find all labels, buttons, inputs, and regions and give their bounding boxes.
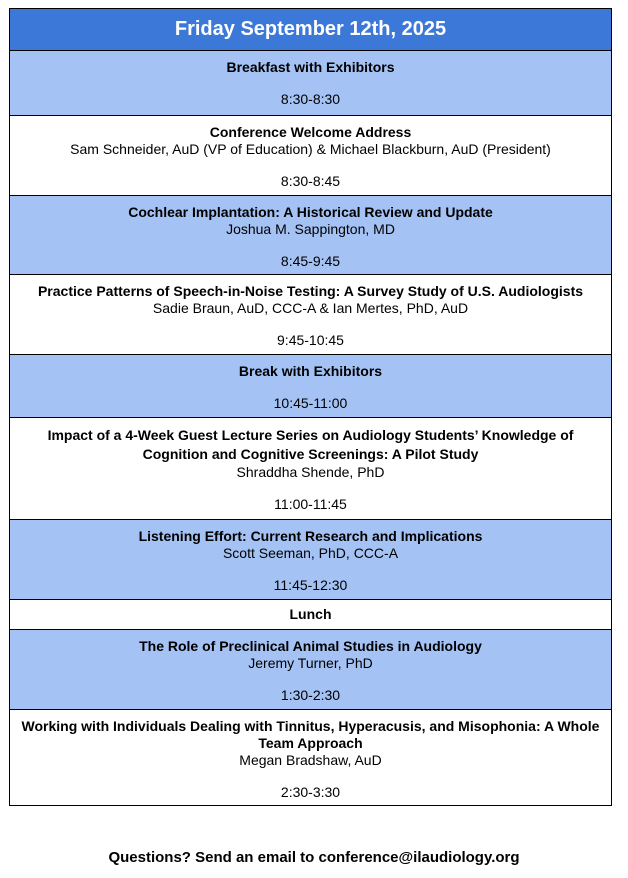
session-title: The Role of Preclinical Animal Studies in Audiology [139,638,482,654]
session-row [10,418,611,520]
session-row [10,520,611,600]
session-row [10,710,611,805]
session-time: 11:45-12:30 [273,577,348,593]
session-row [10,196,611,275]
session-row [10,630,611,710]
session-time: 1:30-2:30 [280,687,341,703]
contact-text: Questions? Send an email to conference@ilaudiology.org [108,849,520,866]
session-speaker: Sam Schneider, AuD (VP of Education) & Michael Blackburn, AuD (President) [70,141,551,157]
session-title: Lunch [289,606,332,622]
session-row [10,275,611,355]
session-time: 8:45-9:45 [280,253,341,269]
session-row [10,600,611,630]
session-speaker: Shraddha Shende, PhD [236,464,385,480]
session-row [10,116,611,196]
session-time: 8:30-8:45 [280,173,341,189]
session-title: Impact of a 4-Week Guest Lecture Series on Audiology Students’ Knowledge of Cognition and Cognitive Screenings: A Pilot Study [47,427,574,462]
session-title: Working with Individuals Dealing with Tinnitus, Hyperacusis, and Misophonia: A Whole Team Approach [21,718,600,751]
schedule-table [9,8,612,806]
session-time: 11:00-11:45 [274,496,347,512]
session-title: Listening Effort: Current Research and Implications [138,528,483,544]
session-title: Break with Exhibitors [238,363,383,379]
session-speaker: Jeremy Turner, PhD [248,655,373,671]
session-row [10,355,611,418]
schedule-header [10,9,611,51]
session-title: Cochlear Implantation: A Historical Review and Update [128,204,493,220]
session-time: 9:45-10:45 [277,332,344,348]
session-speaker: Joshua M. Sappington, MD [226,221,395,237]
session-speaker: Sadie Braun, AuD, CCC-A & Ian Mertes, PhD, AuD [152,300,469,316]
session-speaker: Megan Bradshaw, AuD [239,752,382,768]
session-row [10,51,611,116]
schedule-date-title: Friday September 12th, 2025 [174,18,447,40]
session-time: 10:45-11:00 [273,395,348,411]
session-time: 8:30-8:30 [280,91,341,107]
session-title: Breakfast with Exhibitors [226,59,395,75]
session-title: Practice Patterns of Speech-in-Noise Testing: A Survey Study of U.S. Audiologists [37,283,584,299]
session-title: Conference Welcome Address [209,124,412,140]
contact-footer [0,849,628,866]
session-speaker: Scott Seeman, PhD, CCC-A [222,545,399,561]
session-time: 2:30-3:30 [280,784,341,800]
